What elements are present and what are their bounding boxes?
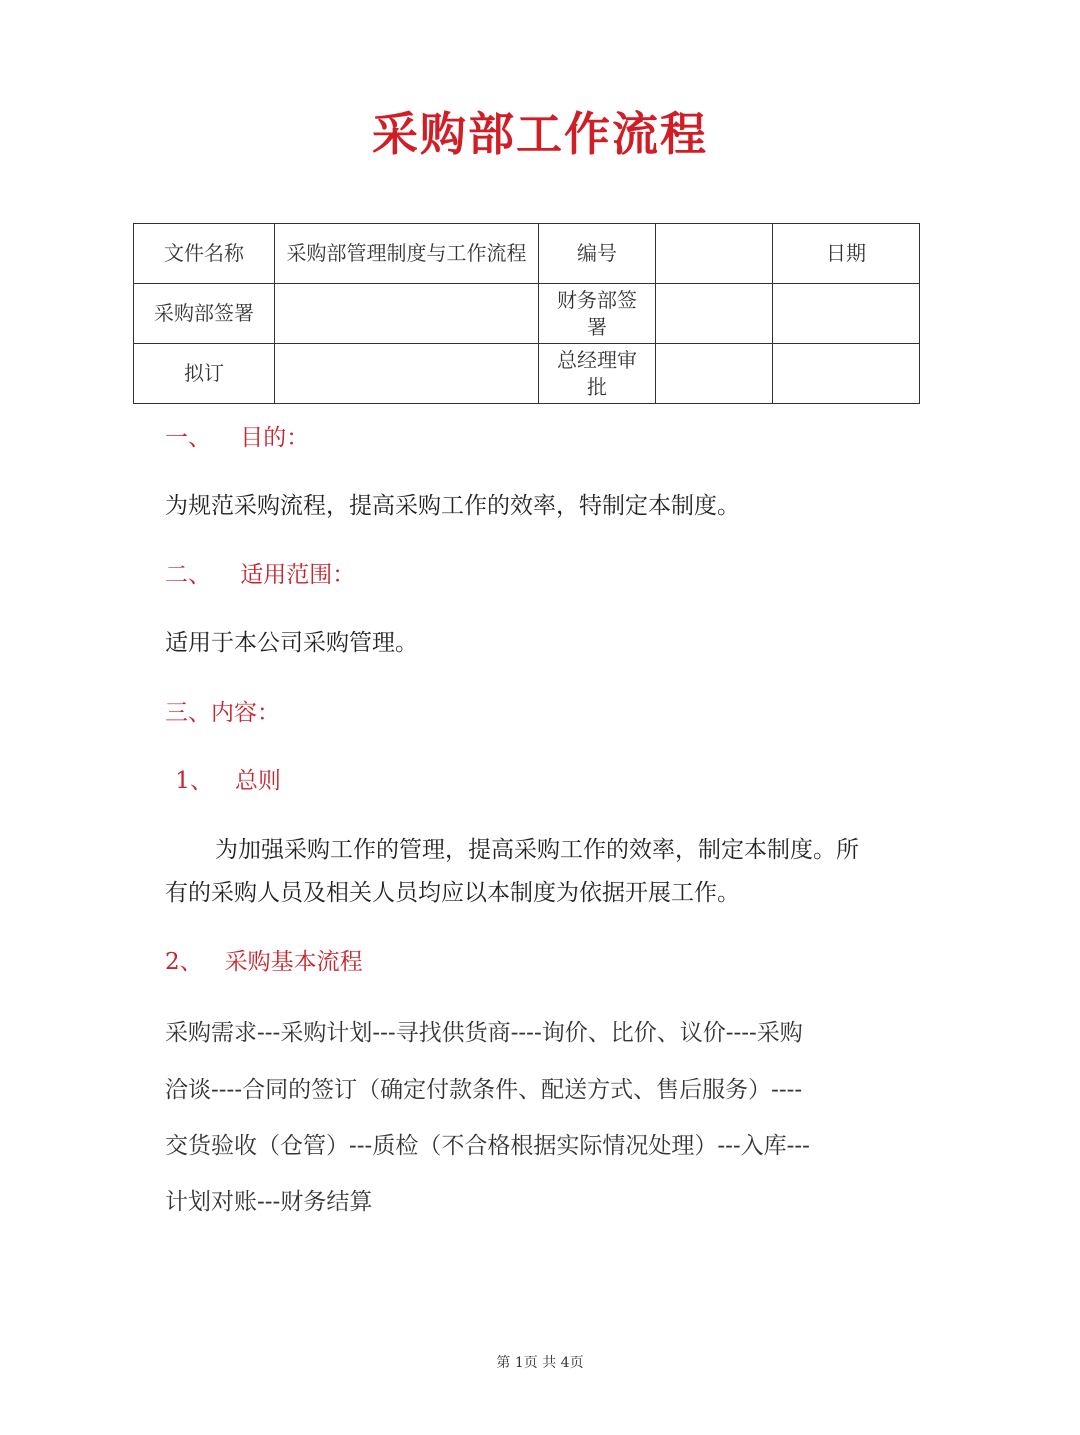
table-cell-label-purchasing-sign: 采购部签署: [134, 284, 275, 344]
document-info-table: [133, 223, 920, 404]
table-cell-finance-sign-value: [656, 284, 773, 344]
document-title: 采购部工作流程: [372, 107, 708, 161]
table-cell-label-gm-approval: 总经理审批: [539, 344, 656, 404]
table-cell-label-finance-sign: 财务部签署: [539, 284, 656, 344]
subsection-body-general-line2: 有的采购人员及相关人员均应以本制度为依据开展工作。: [165, 880, 740, 906]
table-cell-gm-approval-value: [656, 344, 773, 404]
table-cell-label-draft: 拟订: [134, 344, 275, 404]
table-cell-empty: [773, 284, 920, 344]
section-heading-content: 三、内容：: [165, 700, 280, 726]
subsection-heading-process: 2、 采购基本流程: [165, 949, 363, 975]
section-body-purpose: 为规范采购流程，提高采购工作的效率，特制定本制度。: [165, 493, 740, 519]
subsection-heading-general: 1、 总则: [168, 768, 281, 794]
table-cell-purchasing-sign-value: [275, 284, 539, 344]
table-cell-label-number: 编号: [539, 224, 656, 284]
section-body-scope: 适用于本公司采购管理。: [165, 630, 418, 656]
process-flow-line: 计划对账---财务结算: [165, 1189, 373, 1215]
table-cell-label-date: 日期: [773, 224, 920, 284]
table-row: [134, 344, 920, 404]
table-cell-draft-value: [275, 344, 539, 404]
section-heading-scope: 二、 适用范围：: [165, 562, 356, 588]
table-cell-label-file-name: 文件名称: [134, 224, 275, 284]
process-flow-line: 交货验收（仓管）---质检（不合格根据实际情况处理）---入库---: [165, 1133, 810, 1159]
table-row: [134, 224, 920, 284]
section-heading-purpose: 一、 目的：: [165, 425, 310, 451]
table-row: [134, 284, 920, 344]
subsection-body-general-line1: 为加强采购工作的管理，提高采购工作的效率，制定本制度。所: [215, 837, 859, 863]
page-footer: 第 1页 共 4页: [496, 1355, 584, 1371]
table-cell-empty: [773, 344, 920, 404]
table-cell-number-value: [656, 224, 773, 284]
table-cell-file-name-value: 采购部管理制度与工作流程: [275, 224, 539, 284]
process-flow-line: 采购需求---采购计划---寻找供货商----询价、比价、议价----采购: [165, 1020, 803, 1046]
process-flow-line: 洽谈----合同的签订（确定付款条件、配送方式、售后服务）----: [165, 1077, 803, 1103]
